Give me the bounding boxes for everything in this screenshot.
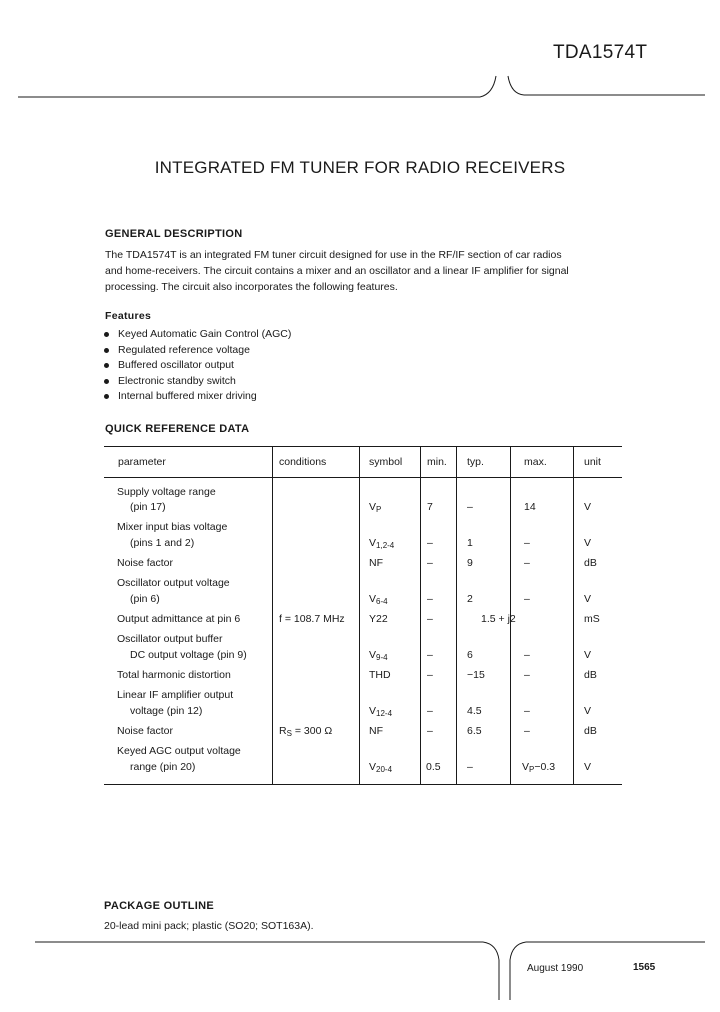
row-symbol: Y22 [369, 613, 388, 625]
row-typ: 2 [467, 593, 473, 605]
column-header-conditions: conditions [279, 456, 327, 468]
footer-rule [0, 930, 720, 1012]
row-unit: V [584, 501, 592, 513]
row-typ: 1 [467, 537, 473, 549]
header-rule [0, 0, 720, 110]
row-min: – [427, 593, 433, 605]
feature-item: Regulated reference voltage [103, 343, 291, 359]
package-outline-text: 20-lead mini pack; plastic (SO20; SOT163A). [104, 920, 314, 932]
row-parameter-detail: (pin 6) [130, 593, 160, 605]
row-symbol: $V_{20-4}$ [369, 761, 393, 774]
row-typ: 6.5 [467, 725, 482, 737]
column-header-typ: typ. [467, 456, 484, 468]
row-symbol: $V_{9-4}$ [369, 649, 388, 662]
row-parameter: Oscillator output voltage [117, 577, 230, 589]
feature-item: Keyed Automatic Gain Control (AGC) [103, 327, 291, 343]
row-unit: mS [584, 613, 600, 625]
row-min: 0.5 [426, 761, 441, 773]
row-parameter: Supply voltage range [117, 486, 216, 498]
row-unit: V [584, 593, 592, 605]
row-max: 14 [524, 501, 536, 513]
column-header-unit: unit [584, 456, 601, 468]
row-unit: V [584, 761, 592, 773]
row-min: 7 [427, 501, 433, 513]
row-symbol: THD [369, 669, 391, 681]
row-max: – [524, 669, 530, 681]
row-max: – [524, 725, 530, 737]
row-parameter: Noise factor [117, 557, 174, 569]
row-parameter: Linear IF amplifier output [117, 689, 234, 701]
row-parameter-detail: DC output voltage (pin 9) [130, 649, 247, 661]
row-max: – [524, 557, 530, 569]
column-header-max: max. [524, 456, 547, 468]
row-typ: −15 [467, 669, 485, 681]
row-parameter-detail: (pin 17) [130, 501, 166, 513]
row-unit: dB [584, 669, 597, 681]
row-typ: – [467, 501, 473, 513]
row-max: – [524, 537, 530, 549]
column-header-symbol: symbol [369, 456, 403, 468]
row-condition: $R_S = 300$ Ω [279, 725, 333, 738]
row-unit: V [584, 537, 592, 549]
part-number: TDA1574T [553, 42, 648, 63]
row-typ: 4.5 [467, 705, 482, 717]
general-description-heading: GENERAL DESCRIPTION [105, 228, 243, 240]
row-min: – [427, 669, 433, 681]
table-header-rule [104, 477, 622, 478]
column-divider [359, 447, 360, 784]
row-symbol: $V_P$ [369, 501, 382, 514]
row-parameter: Oscillator output buffer [117, 633, 223, 645]
row-unit: dB [584, 725, 597, 737]
row-parameter: Mixer input bias voltage [117, 521, 228, 533]
row-min: – [427, 705, 433, 717]
row-symbol: $V_{6-4}$ [369, 593, 388, 606]
row-condition: f = 108.7 MHz [279, 613, 345, 625]
column-divider [456, 447, 457, 784]
column-divider [420, 447, 421, 784]
column-divider [573, 447, 574, 784]
feature-item: Electronic standby switch [103, 374, 291, 390]
row-min: – [427, 725, 433, 737]
row-symbol: $V_{1,2-4}$ [369, 537, 395, 550]
row-unit: V [584, 649, 592, 661]
row-max: – [524, 593, 530, 605]
quick-reference-table [104, 446, 622, 785]
description-line: processing. The circuit also incorporates the following features. [105, 281, 398, 293]
document-title: INTEGRATED FM TUNER FOR RADIO RECEIVERS [154, 158, 566, 177]
description-line: and home-receivers. The circuit contains a mixer and an oscillator and a linear IF amplifier for signal [105, 265, 569, 277]
row-parameter-detail: range (pin 20) [130, 761, 196, 773]
row-parameter-detail: (pins 1 and 2) [130, 537, 195, 549]
row-min: – [427, 613, 433, 625]
column-header-min: min. [427, 456, 447, 468]
row-parameter: Output admittance at pin 6 [117, 613, 241, 625]
row-min: – [427, 557, 433, 569]
column-divider [272, 447, 273, 784]
row-symbol: NF [369, 725, 383, 737]
general-description-text [105, 247, 645, 295]
row-parameter: Noise factor [117, 725, 174, 737]
row-symbol: NF [369, 557, 383, 569]
row-max: – [524, 705, 530, 717]
row-max: $V_P-0.3$ [522, 761, 556, 774]
feature-item: Internal buffered mixer driving [103, 389, 291, 405]
footer-date: August 1990 [527, 963, 584, 974]
row-typ: 9 [467, 557, 473, 569]
row-typ: – [467, 761, 473, 773]
row-max: – [524, 649, 530, 661]
row-unit: V [584, 705, 592, 717]
row-parameter: Keyed AGC output voltage [117, 745, 241, 757]
package-outline-heading: PACKAGE OUTLINE [104, 900, 215, 912]
description-line: The TDA1574T is an integrated FM tuner circuit designed for use in the RF/IF section of car radios [105, 249, 562, 261]
row-unit: dB [584, 557, 597, 569]
row-typ: 1.5 + j2 [481, 613, 516, 625]
features-list [103, 327, 291, 405]
row-parameter: Total harmonic distortion [117, 669, 231, 681]
features-heading: Features [105, 310, 152, 322]
row-typ: 6 [467, 649, 473, 661]
row-symbol: $V_{12-4}$ [369, 705, 393, 718]
row-min: – [427, 537, 433, 549]
feature-item: Buffered oscillator output [103, 358, 291, 374]
row-parameter-detail: voltage (pin 12) [130, 705, 203, 717]
row-min: – [427, 649, 433, 661]
column-header-parameter: parameter [118, 456, 166, 468]
quick-reference-heading: QUICK REFERENCE DATA [105, 423, 250, 435]
page-number: 1565 [633, 962, 656, 973]
